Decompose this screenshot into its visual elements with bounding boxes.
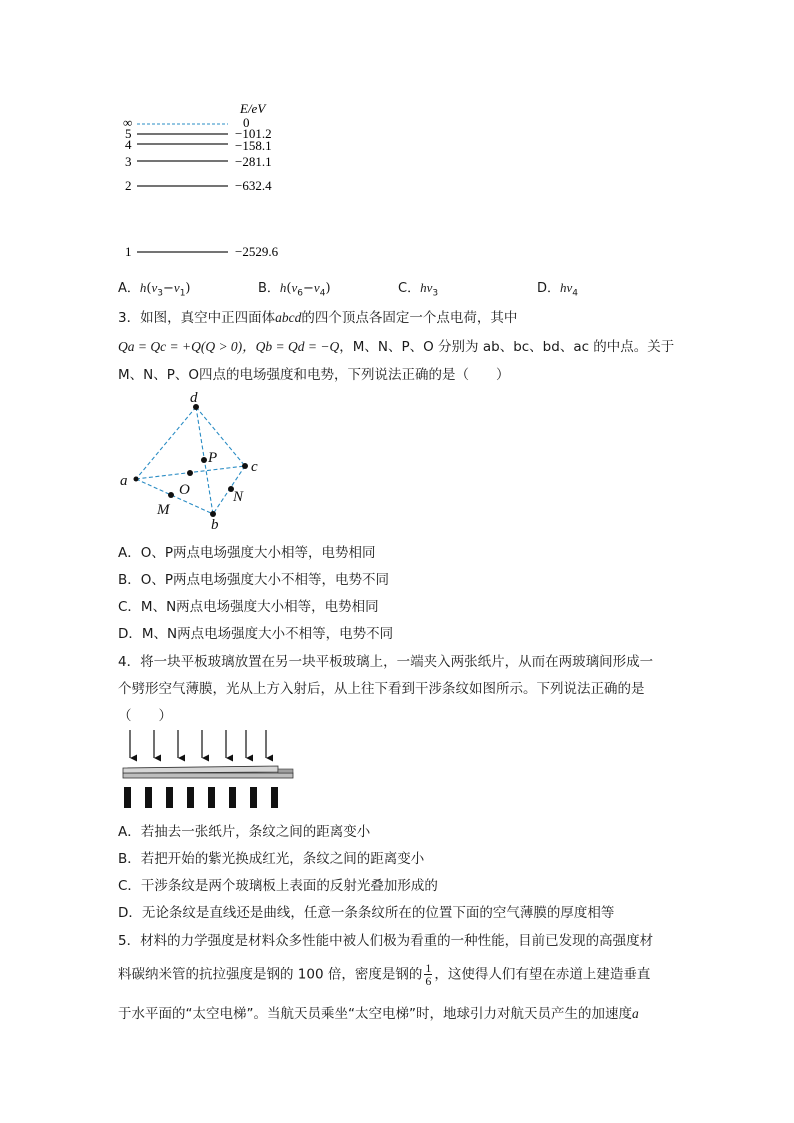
label-a: a (120, 473, 128, 489)
q4-option-d: D．无论条纹是直线还是曲线，任意一条条纹所在的位置下面的空气薄膜的厚度相等 (118, 905, 615, 921)
level-value-2: −632.4 (235, 178, 272, 193)
level-value-inf: 0 (243, 115, 250, 130)
q4-line-2: 个劈形空气薄膜，光从上方入射后，从上往下看到干涉条纹如图所示。下列说法正确的是 (118, 681, 645, 697)
q3-charge-equation: Qa = Qc = +Q(Q > 0)，Qb = Qd = −Q (118, 339, 340, 354)
paper-slips (278, 769, 293, 773)
q2-option-b: B．$h(\nu_6-\nu_4)$ (258, 280, 331, 299)
energy-axis-label: E/eV (240, 101, 266, 116)
label-b: b (211, 517, 219, 533)
level-n-1: 1 (125, 244, 132, 259)
fringe-8 (271, 787, 278, 808)
fringe-2 (145, 787, 152, 808)
fringe-7 (250, 787, 257, 808)
fringe-6 (229, 787, 236, 808)
level-value-1: −2529.6 (235, 244, 279, 259)
q4-line-3: （ ） (118, 708, 172, 724)
q3-option-b: B．O、P两点电场强度大小不相等，电势不同 (118, 572, 390, 588)
level-value-3: −281.1 (235, 154, 272, 169)
fringe-3 (166, 787, 173, 808)
vertex-c (242, 463, 248, 469)
q4-option-a: A．若抽去一张纸片，条纹之间的距离变小 (118, 824, 371, 840)
q5-line-2: 料碳纳米管的抗拉强度是钢的 100 倍，密度是钢的 $\frac{1}{6}$ ，这使得人们有望在赤道上建造垂直 (118, 961, 651, 988)
label-m: M (157, 502, 170, 518)
q2-option-a: A．$h(\nu_3-\nu_1)$ (118, 280, 191, 299)
interference-diagram (118, 728, 298, 810)
q3-line-2: Qa = Qc = +Q(Q > 0)，Qb = Qd = −Q，M、N、P、O 分别为 ab、bc、bd、ac 的中点。关于 (118, 339, 675, 355)
point-p (201, 457, 207, 463)
q3-line-3: M、N、P、O四点的电场强度和电势，下列说法正确的是（ ） (118, 367, 510, 383)
level-n-2: 2 (125, 178, 132, 193)
q3-option-c: C．M、N两点电场强度大小相等，电势相同 (118, 599, 379, 615)
point-o (187, 470, 193, 476)
level-n-inf: ∞ (123, 115, 133, 130)
fringe-5 (208, 787, 215, 808)
q2-option-c: C．$h\nu_3$ (398, 280, 439, 299)
energy-level-diagram (110, 95, 310, 265)
q5-fraction: $\frac{1}{6}$ (425, 961, 432, 988)
top-glass-plate (123, 766, 278, 773)
vertex-a (134, 477, 139, 482)
q4-option-c: C．干涉条纹是两个玻璃板上表面的反射光叠加形成的 (118, 878, 438, 894)
q5-line-1: 5．材料的力学强度是材料众多性能中被人们极为看重的一种性能，目前已发现的高强度材 (118, 933, 654, 949)
q3-option-d: D．M、N两点电场强度大小不相等，电势不同 (118, 626, 394, 642)
q4-option-b: B．若把开始的紫光换成红光，条纹之间的距离变小 (118, 851, 425, 867)
level-n-3: 3 (125, 154, 132, 169)
q4-line-1: 4．将一块平板玻璃放置在另一块平板玻璃上，一端夹入两张纸片，从而在两玻璃间形成一 (118, 654, 654, 670)
tetrahedron-diagram (115, 388, 275, 533)
level-n-5: 5 (125, 126, 132, 141)
level-value-5: −101.2 (235, 126, 272, 141)
q5-line-3: 于水平面的“太空电梯”。当航天员乘坐“太空电梯”时，地球引力对航天员产生的加速度a (118, 1006, 639, 1022)
label-o: O (179, 482, 190, 498)
q3-option-a: A．O、P两点电场强度大小相等，电势相同 (118, 545, 376, 561)
label-p: P (208, 450, 218, 466)
bottom-glass-plate (123, 773, 293, 778)
point-m (168, 492, 174, 498)
level-value-4: −158.1 (235, 138, 272, 153)
level-n-4: 4 (125, 137, 132, 152)
fringe-4 (187, 787, 194, 808)
label-c: c (251, 459, 258, 475)
q2-option-d: D．$h\nu_4$ (537, 280, 579, 299)
label-n: N (233, 489, 244, 505)
fringe-1 (124, 787, 131, 808)
energy-level-svg (110, 95, 310, 265)
label-d: d (190, 390, 198, 406)
q3-line-1: 3．如图，真空中正四面体abcd的四个顶点各固定一个点电荷，其中 (118, 310, 518, 326)
